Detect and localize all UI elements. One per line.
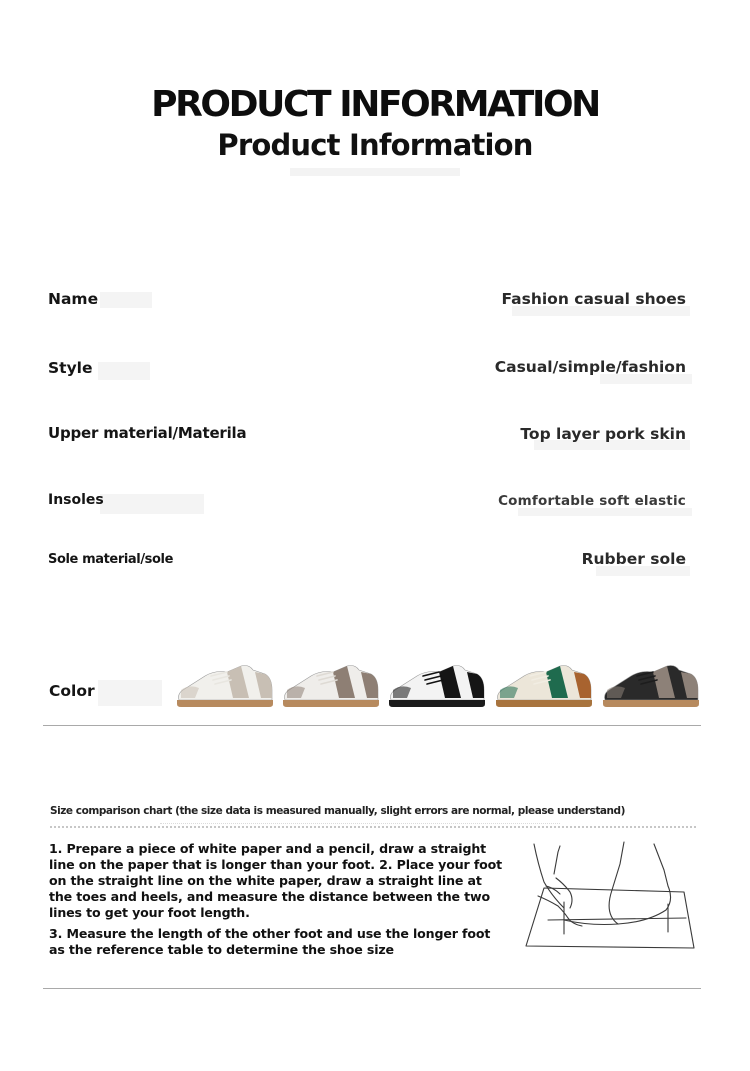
- spec-label-style: Style: [48, 359, 93, 377]
- spec-label-insoles: Insoles: [48, 492, 104, 508]
- spec-label-upper-material: Upper material/Materila: [48, 424, 247, 442]
- spec-value-insoles: Comfortable soft elastic: [498, 493, 686, 509]
- size-step-1: 1. Prepare a piece of white paper and a pencil, draw a straight line on the paper that is longer than your foot. 2. Place your foot on the straight line on the white paper, draw a straight line at the toes and heels, and measure the distance between the two lines to get your foot length.: [49, 841, 503, 920]
- spec-label-sole-material: Sole material/sole: [48, 552, 174, 567]
- label-shade: [98, 362, 150, 380]
- spec-value-style: Casual/simple/fashion: [494, 358, 686, 376]
- divider: [43, 725, 701, 726]
- spec-value-upper-material: Top layer pork skin: [520, 425, 686, 443]
- dotted-divider-faint: [160, 823, 560, 824]
- size-chart-note: Size comparison chart (the size data is measured manually, slight errors are normal, please understand): [50, 805, 625, 817]
- label-shade: [100, 494, 204, 514]
- spec-value-name: Fashion casual shoes: [501, 290, 686, 308]
- subtitle-underline: [290, 168, 460, 176]
- size-step-3: 3. Measure the length of the other foot and use the longer foot as the reference table to determine the shoe size: [49, 926, 491, 957]
- page-subtitle: Product Information: [217, 128, 533, 162]
- label-shade: [100, 292, 152, 308]
- divider-bottom: [43, 988, 701, 989]
- color-label: Color: [49, 682, 95, 700]
- color-swatch-shoe[interactable]: [175, 660, 275, 710]
- page-title: PRODUCT INFORMATION: [151, 84, 599, 125]
- color-swatch-shoe[interactable]: [494, 660, 594, 710]
- value-shade: [518, 508, 692, 516]
- foot-measuring-illustration-icon: [508, 834, 700, 952]
- spec-value-sole-material: Rubber sole: [581, 550, 686, 568]
- label-shade: [98, 680, 162, 706]
- color-swatch-shoe[interactable]: [387, 660, 487, 710]
- color-swatch-shoe[interactable]: [601, 660, 701, 710]
- color-swatch-shoe[interactable]: [281, 660, 381, 710]
- dotted-divider: [50, 826, 696, 828]
- spec-label-name: Name: [48, 290, 99, 308]
